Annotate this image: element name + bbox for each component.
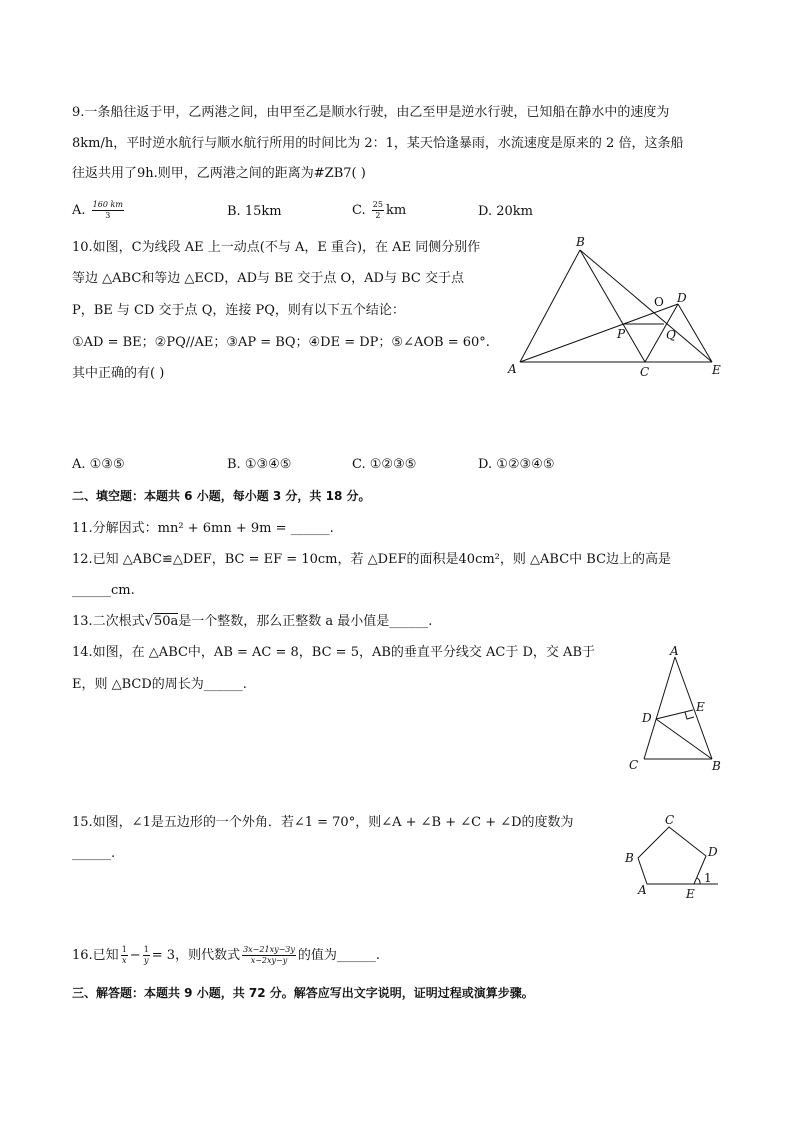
q10-line3: P，BE 与 CD 交于点 Q，连接 PQ，则有以下五个结论： — [72, 303, 405, 318]
q14-label-a: A — [670, 644, 679, 658]
q10-label-q: Q — [666, 328, 676, 342]
q10-segment-de — [678, 304, 712, 362]
q14-right-angle-mark — [685, 712, 694, 719]
q10-label-p: P — [617, 327, 626, 341]
q13-text: 13.二次根式√50a是一个整数，那么正整数 a 最小值是______. — [72, 614, 433, 629]
q14-segment-de — [656, 710, 693, 719]
section-3-heading: 三、解答题：本题共 9 小题，共 72 分。解答应写出文字说明，证明过程或演算步骤。 — [72, 986, 534, 1000]
q14-segment-ab — [675, 657, 712, 759]
q11-text: 11.分解因式：mn² + 6mn + 9m = ______. — [72, 521, 334, 536]
q12-line2: ______cm. — [72, 583, 135, 598]
q9-option-d: D. 20km — [478, 204, 533, 219]
q10-option-b: B. ①③④⑤ — [227, 457, 292, 472]
q15-label-a: A — [638, 883, 647, 897]
q10-option-a: A. ①③⑤ — [72, 457, 125, 472]
q15-label-c: C — [665, 813, 675, 827]
q13-radical: 50a — [153, 614, 179, 629]
q14-line1: 14.如图，在 △ABC中，AB = AC = 8，BC = 5，AB的垂直平分线交 AC于 D，交 AB于 — [72, 645, 596, 660]
q16-text: 16.已知 $\frac{1}{x}$ − $\frac{1}{y}$ = 3，则代数式 $\frac{3x-21xy-3y}{x-2xy-y}$ 的值为______. — [72, 945, 381, 965]
q14-label-d: D — [642, 711, 652, 725]
q14-line2: E，则 △BCD的周长为______. — [72, 677, 247, 692]
q10-label-c: C — [640, 365, 650, 379]
q9-option-c: C. $\frac{25}{2}$ km — [352, 200, 407, 220]
q10-label-a: A — [508, 362, 517, 376]
q14-figure — [622, 643, 726, 775]
q10-label-e: E — [712, 363, 721, 377]
q10-segment-ab — [520, 250, 580, 362]
q10-line4: ①AD = BE；②PQ//AE；③AP = BQ；④DE = DP；⑤∠AOB = 60°. — [72, 335, 490, 350]
q15-line1: 15.如图，∠1是五边形的一个外角．若∠1 = 70°，则∠A + ∠B + ∠C + ∠D的度数为 — [72, 815, 574, 830]
q9-option-a: A. $\frac{160 km}{3}$ — [72, 200, 123, 220]
q15-label-d: D — [708, 845, 718, 859]
q10-segment-bc — [580, 250, 645, 362]
q15-label-b: B — [625, 851, 634, 865]
q14-label-c: C — [629, 758, 639, 772]
q10-line2: 等边 △ABC和等边 △ECD，AD与 BE 交于点 O，AD与 BC 交于点 — [72, 271, 464, 286]
q15-line2: ______. — [72, 846, 116, 861]
section-2-heading: 二、填空题：本题共 6 小题，每小题 3 分，共 18 分。 — [72, 489, 371, 503]
q15-label-1: 1 — [704, 871, 712, 885]
q15-figure — [620, 812, 730, 904]
q14-label-e: E — [696, 700, 705, 714]
q14-segment-db — [656, 719, 712, 759]
q10-option-c: C. ①②③⑤ — [352, 457, 417, 472]
q9-line2: 8km/h，平时逆水航行与顺水航行所用的时间比为 2：1，某天恰逢暴雨，水流速度是原来的 2 倍，这条船 — [72, 136, 684, 151]
q10-line5: 其中正确的有( ) — [72, 366, 165, 381]
q12-line1: 12.已知 △ABC≌△DEF，BC = EF = 10cm，若 △DEF的面积是40cm²，则 △ABC中 BC边上的高是 — [72, 552, 672, 567]
q10-line1: 10.如图，C为线段 AE 上一动点(不与 A，E 重合)，在 AE 同侧分别作 — [72, 240, 481, 255]
q15-label-e: E — [686, 887, 695, 901]
q15-angle-arc — [697, 878, 700, 884]
q10-figure — [500, 232, 730, 380]
q10-label-d: D — [677, 291, 687, 305]
q14-label-b: B — [712, 759, 721, 773]
q9-line1: 9.一条船往返于甲，乙两港之间，由甲至乙是顺水行驶，由乙至甲是逆水行驶，已知船在静水中的速度为 — [72, 105, 670, 120]
q10-segment-be — [580, 250, 712, 362]
q14-segment-ac — [644, 657, 675, 759]
q9-line3: 往返共用了9h.则甲，乙两港之间的距离为#ZB7( ) — [72, 166, 366, 181]
q10-label-o: O — [654, 295, 664, 309]
q9-option-b: B. 15km — [227, 204, 282, 219]
q10-option-d: D. ①②③④⑤ — [478, 457, 555, 472]
q15-pentagon — [638, 827, 706, 884]
q10-label-b: B — [576, 235, 585, 249]
